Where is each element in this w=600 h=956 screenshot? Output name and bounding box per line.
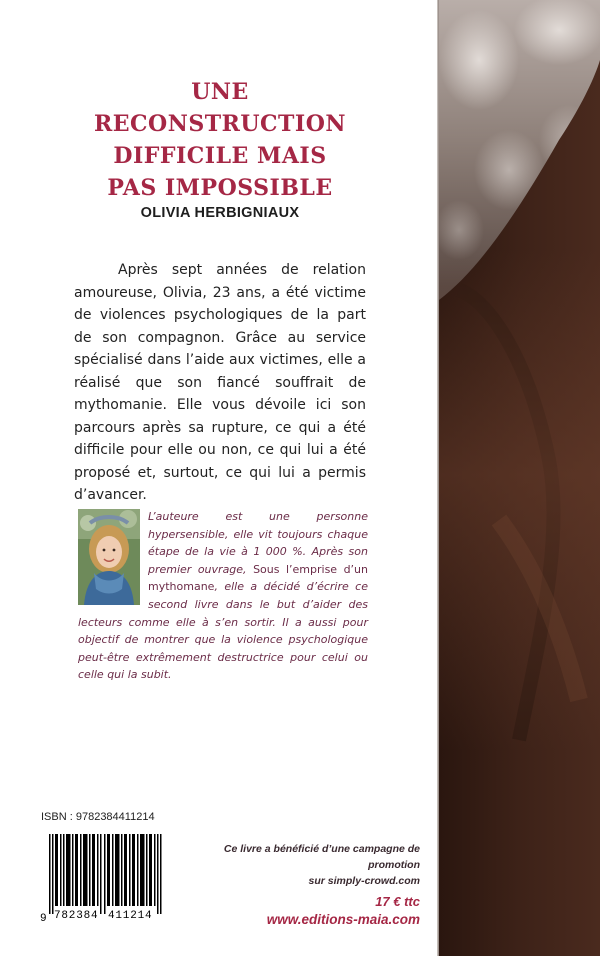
barcode-first-digit: 9	[40, 913, 47, 924]
title-line: DIFFICILE MAIS	[113, 143, 327, 169]
barcode-right-digits: 411214	[108, 910, 153, 922]
title-line: UNE	[191, 79, 249, 105]
barcode	[40, 832, 173, 924]
horse-photo	[439, 0, 600, 956]
photo-float-space	[78, 508, 148, 610]
price: 17 € ttc	[375, 894, 420, 909]
book-title	[40, 76, 400, 204]
bio-text-part1: L’auteure est une personne hypersensible, elle vit toujours chaque étape de la vie à 1 000 %. Après son premier ouvrage,	[148, 510, 368, 576]
book-summary: Après sept années de relation amoureuse, Olivia, 23 ans, a été victime de violences psychologiques de la part de son compagnon. Grâce au service spécialisé dans l’aide aux victimes, elle a réalisé que son fiancé souffrait de mythomanie. Elle vous dévoile ici son parcours après sa rupture, ce qui a été difficile pour elle ou non, ce qui lui a été proposé et, surtout, ce qui lui a permis d’avancer.	[74, 262, 366, 503]
title-line: RECONSTRUCTION	[93, 111, 346, 137]
author-name: OLIVIA HERBIGNIAUX	[140, 205, 300, 221]
bio-text-part2: , elle a décidé d’écrire ce second livre dans le but d’aider des lecteurs comme elle à s’en sortir. Il a aussi pour objectif de montrer que la violence psychologique peut-être extrêmement destructrice pour celui ou celle qui la subit.	[78, 580, 368, 682]
isbn-label: ISBN : 9782384411214	[41, 811, 155, 823]
promotion-line-1: Ce livre a bénéficié d’une campagne de promotion	[223, 843, 420, 871]
author-bio	[78, 508, 368, 684]
bio-book-reference: Sous l’emprise d’un mythomane	[148, 562, 368, 594]
promotion-notice	[180, 841, 420, 889]
title-line: PAS IMPOSSIBLE	[107, 175, 333, 201]
barcode-left-digits: 782384	[54, 910, 99, 922]
publisher-website[interactable]: www.editions-maia.com	[266, 912, 420, 927]
promotion-line-2: sur simply-crowd.com	[308, 875, 420, 887]
